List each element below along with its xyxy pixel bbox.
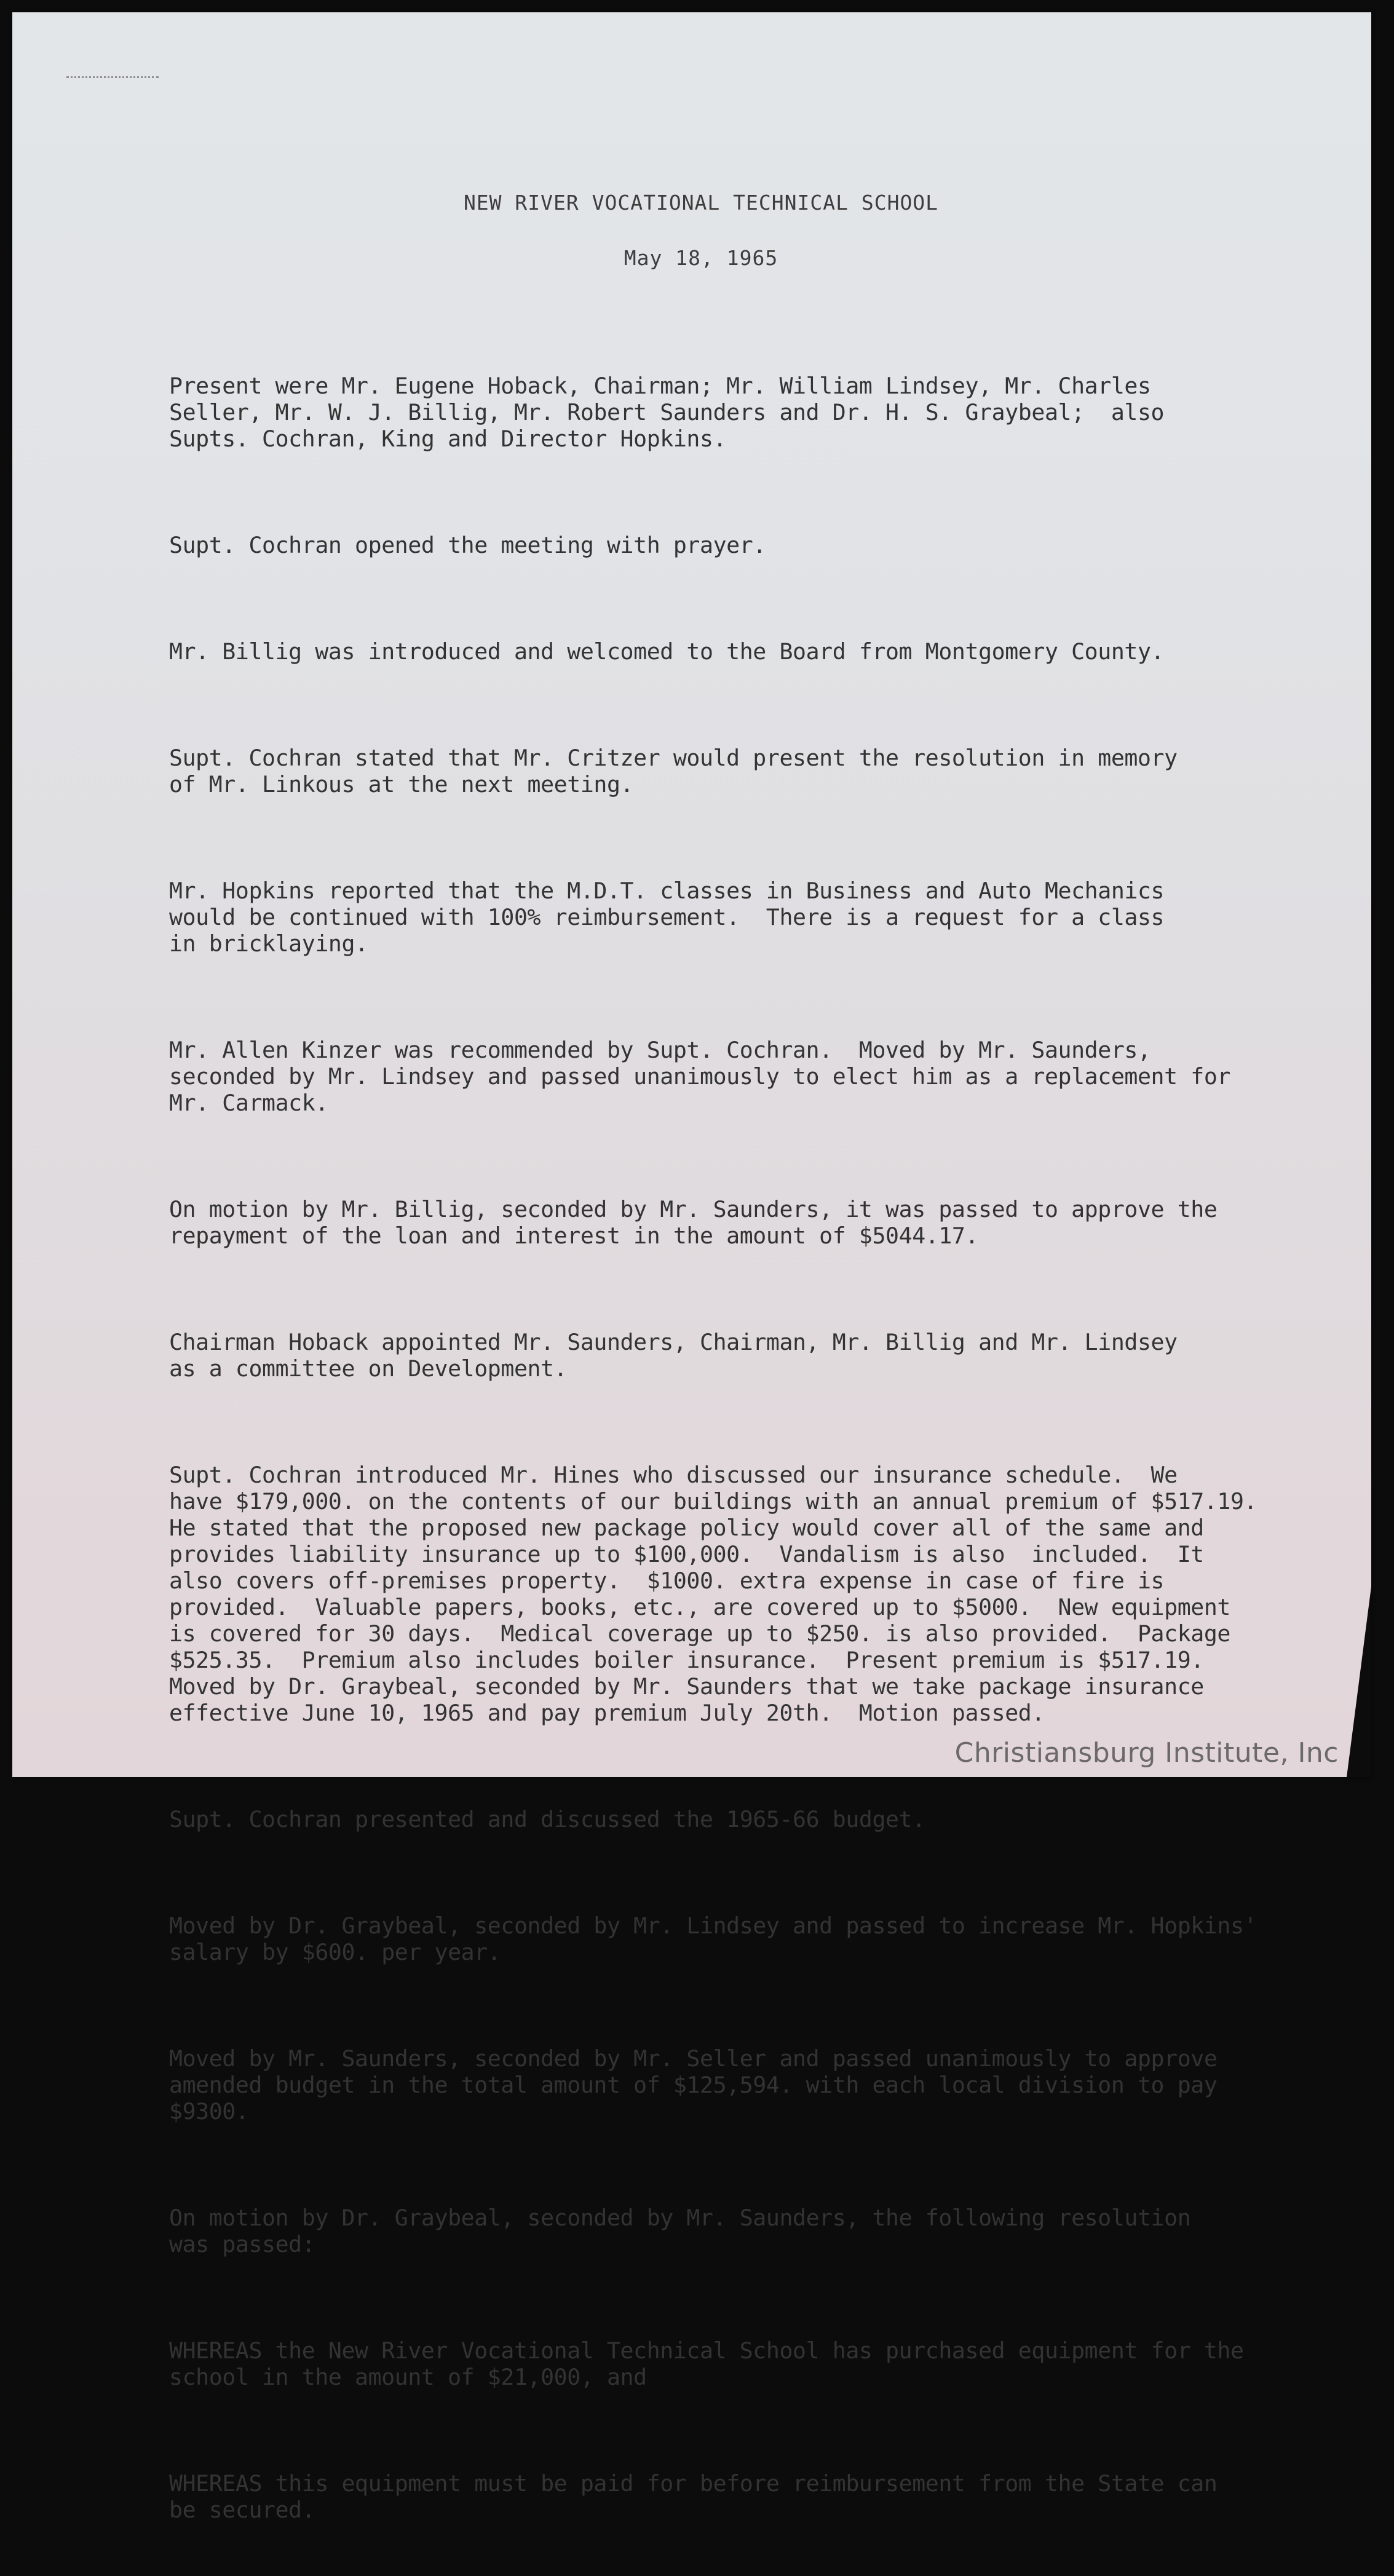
paragraph-loan-repayment: On motion by Mr. Billig, seconded by Mr. Saunders, it was passed to approve the repayment of the loan and interest in the amount of $5044.17.	[169, 1196, 1218, 1249]
document-page	[12, 12, 1371, 2523]
page-edge-shadow	[1347, 1587, 1371, 1777]
paragraph-development-committee: Chairman Hoback appointed Mr. Saunders, Chairman, Mr. Billig and Mr. Lindsey as a committee on Development.	[169, 1329, 1178, 1382]
paragraph-insurance: Supt. Cochran introduced Mr. Hines who discussed our insurance schedule. We have $179,000. on the contents of our buildings with an annual premium of $517.19. He stated that the proposed new package policy would cover all of the same and provides liability insurance up to $100,000. Vandalism is also included. It also covers off-premises property. $1000. extra expense in case of fire is provided. Valuable papers, books, etc., are covered up to $5000. New equipment is covered for 30 days. Medical coverage up to $250. is also provided. Package $525.35. Premium also includes boiler insurance. Present premium is $517.19. Moved by Dr. Graybeal, seconded by Mr. Saunders that we take package insurance effective June 10, 1965 and pay premium July 20th. Motion passed.	[169, 1462, 1257, 1726]
paragraph-amended-budget: Moved by Mr. Saunders, seconded by Mr. Seller and passed unanimously to approve amended budget in the total amount of $125,594. with each local division to pay $9300.	[169, 2045, 1218, 2125]
paragraph-attendance: Present were Mr. Eugene Hoback, Chairman; Mr. William Lindsey, Mr. Charles Seller, Mr. W. J. Billig, Mr. Robert Saunders and Dr. H. S. Graybeal; also Supts. Cochran, King and Director Hopkins.	[169, 373, 1165, 452]
document-title: NEW RIVER VOCATIONAL TECHNICAL SCHOOL	[463, 191, 939, 215]
paragraph-whereas-2: WHEREAS this equipment must be paid for before reimbursement from the State can be secured.	[169, 2470, 1218, 2523]
paragraph-prayer: Supt. Cochran opened the meeting with prayer.	[169, 532, 766, 558]
paragraph-welcome: Mr. Billig was introduced and welcomed to the Board from Montgomery County.	[169, 638, 1165, 665]
page-corner-mark	[66, 76, 159, 97]
paragraph-kinzer-election: Mr. Allen Kinzer was recommended by Supt. Cochran. Moved by Mr. Saunders, seconded by Mr. Lindsey and passed unanimously to elect him as a replacement for Mr. Carmack.	[169, 1037, 1230, 1116]
paragraph-resolution-memory: Supt. Cochran stated that Mr. Critzer would present the resolution in memory of Mr. Linkous at the next meeting.	[169, 745, 1178, 798]
watermark-text: Christiansburg Institute, Inc	[954, 1737, 1339, 1769]
paragraph-budget-presented: Supt. Cochran presented and discussed the 1965-66 budget.	[169, 1806, 925, 1833]
minutes-body	[169, 320, 1294, 2576]
document-date: May 18, 1965	[624, 246, 778, 270]
paragraph-resolution-intro: On motion by Dr. Graybeal, seconded by Mr. Saunders, the following resolution was passed:	[169, 2205, 1191, 2257]
paragraph-mdt-classes: Mr. Hopkins reported that the M.D.T. classes in Business and Auto Mechanics would be continued with 100% reimbursement. There is a request for a class in bricklaying.	[169, 878, 1165, 957]
paragraph-salary-increase: Moved by Dr. Graybeal, seconded by Mr. Lindsey and passed to increase Mr. Hopkins' salary by $600. per year.	[169, 1912, 1257, 1965]
paragraph-whereas-1: WHEREAS the New River Vocational Technical School has purchased equipment for the school in the amount of $21,000, and	[169, 2337, 1244, 2390]
